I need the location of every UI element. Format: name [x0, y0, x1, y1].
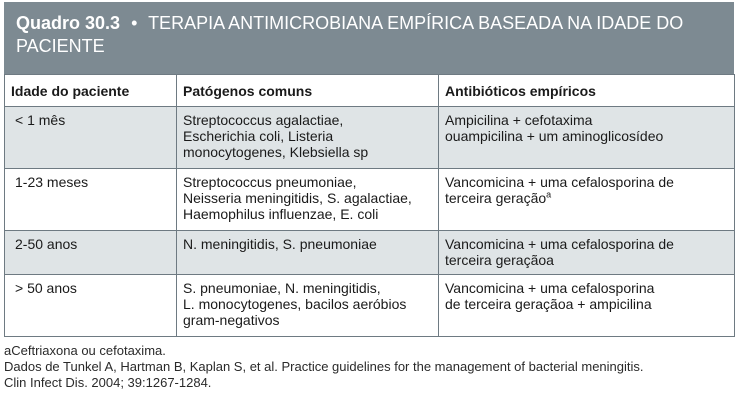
- footnote: aCeftriaxona ou cefotaxima.: [4, 343, 166, 358]
- age-cell: > 50 anos: [5, 275, 177, 337]
- cell-line: de terceira geraçãoa + ampicilina: [445, 296, 652, 312]
- age-cell: < 1 mês: [5, 107, 177, 169]
- pathogens-cell: [177, 275, 439, 337]
- cell-line: Neisseria meningitidis, S. agalactiae,: [183, 190, 412, 206]
- antibiotics-cell: [439, 169, 735, 231]
- antibiotics-cell: [439, 275, 735, 337]
- cell-line: Streptococcus agalactiae,: [183, 112, 344, 128]
- cell-line: [445, 190, 728, 206]
- cell-line: N. meningitidis, S. pneumoniae: [183, 236, 377, 252]
- column-header-antibiotics: Antibióticos empíricos: [439, 75, 735, 107]
- cell-line: Haemophilus influenzae, E. coli: [183, 206, 379, 222]
- cell-line: S. pneumoniae, N. meningitidis,: [183, 280, 381, 296]
- cell-line: Escherichia coli, Listeria: [183, 128, 334, 144]
- cell-line: Vancomicina + uma cefalosporina de: [445, 174, 674, 190]
- cell-line: Vancomicina + uma cefalosporina: [445, 280, 655, 296]
- antibiotics-cell: [439, 107, 735, 169]
- footnote-marker: a: [546, 189, 552, 200]
- table-header-row: [5, 75, 735, 107]
- caption-line-1: [16, 12, 722, 35]
- source-line-1: Dados de Tunkel A, Hartman B, Kaplan S, et al. Practice guidelines for the management of bacterial meningitis.: [4, 359, 644, 374]
- column-header-pathogens: Patógenos comuns: [177, 75, 439, 107]
- cell-line: terceira geraçãoa: [445, 252, 554, 268]
- cell-line: Streptococcus pneumoniae,: [183, 174, 357, 190]
- table-row: [5, 231, 735, 275]
- table-row: [5, 107, 735, 169]
- pathogens-cell: [177, 107, 439, 169]
- cell-line-text: terceira geração: [445, 190, 547, 206]
- pathogens-cell: [177, 169, 439, 231]
- caption-title-line2: PACIENTE: [16, 36, 105, 56]
- source-line-2: Clin Infect Dis. 2004; 39:1267-1284.: [4, 375, 212, 390]
- cell-line: monocytogenes, Klebsiella sp: [183, 144, 369, 160]
- therapy-table: [4, 74, 735, 337]
- table-notes: [4, 343, 736, 391]
- age-cell: 1-23 meses: [5, 169, 177, 231]
- cell-line: L. monocytogenes, bacilos aeróbios: [183, 296, 407, 312]
- cell-line: gram-negativos: [183, 312, 280, 328]
- caption-title-line1: TERAPIA ANTIMICROBIANA EMPÍRICA BASEADA NA IDADE DO: [148, 13, 684, 33]
- pathogens-cell: [177, 231, 439, 275]
- cell-line: Vancomicina + uma cefalosporina de: [445, 236, 674, 252]
- cell-line: ouampicilina + um aminoglicosídeo: [445, 128, 664, 144]
- caption-separator: •: [131, 13, 138, 33]
- table-caption-header: [4, 2, 734, 74]
- cell-line: Ampicilina + cefotaxima: [445, 112, 593, 128]
- table-row: [5, 275, 735, 337]
- table-row: [5, 169, 735, 231]
- antibiotics-cell: [439, 231, 735, 275]
- column-header-age: Idade do paciente: [5, 75, 177, 107]
- caption-number: Quadro 30.3: [16, 13, 121, 33]
- age-cell: 2-50 anos: [5, 231, 177, 275]
